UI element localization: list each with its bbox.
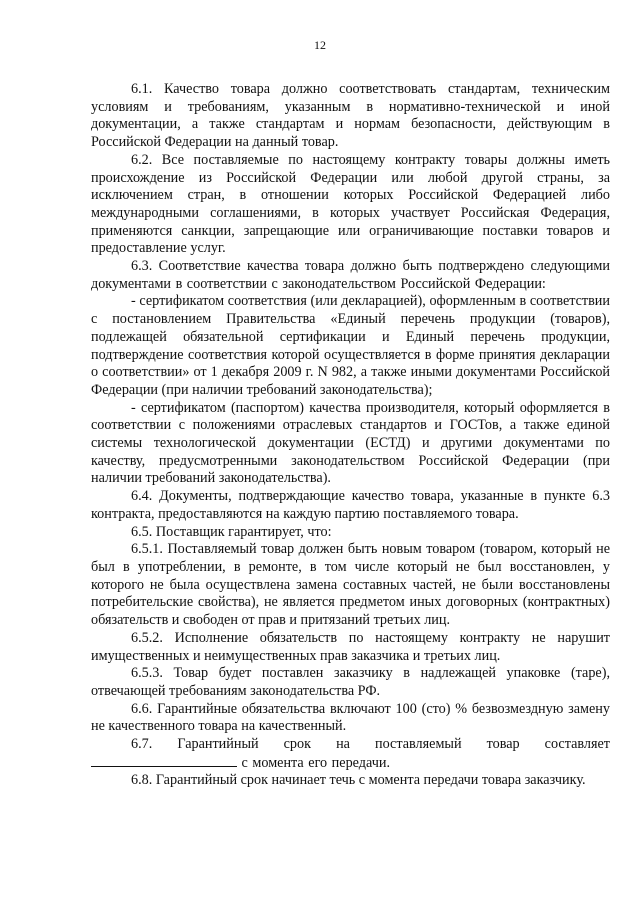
paragraph-6-7-tail: с момента его передачи.	[241, 754, 390, 771]
page-number: 12	[314, 38, 326, 52]
paragraph-6-1: 6.1. Качество товара должно соответствовать стандартам, техническим условиям и требованиям, указанным в нормативно-технической и иной документации, а также стандартам и нормам безопасности, действующим в Российской Федерации на данный товар.	[91, 81, 610, 151]
paragraph-6-7-text: 6.7. Гарантийный срок на поставляемый товар составляет	[131, 736, 610, 753]
paragraph-6-7	[91, 736, 610, 772]
paragraph-6-3-item-2: - сертификатом (паспортом) качества производителя, который оформляется в соответствии с положениями отраслевых стандартов и ГОСТов, а также единой системы технологической документации (ЕСТД) и другими документами по качеству, предусмотренными законодательством Российской Федерации (при наличии требований законодательства).	[91, 399, 610, 487]
document-body	[91, 81, 610, 790]
paragraph-6-5-2: 6.5.2. Исполнение обязательств по настоящему контракту не нарушит имущественных и неимущественных прав заказчика и третьих лиц.	[91, 629, 610, 664]
paragraph-6-5-3: 6.5.3. Товар будет поставлен заказчику в надлежащей упаковке (таре), отвечающей требованиям законодательства РФ.	[91, 665, 610, 699]
paragraph-6-2: 6.2. Все поставляемые по настоящему контракту товары должны иметь происхождение из Российской Федерации или любой другой страны, за исключением стран, в отношении которых Российской Федерацией либо международными соглашениями, в которых участвует Российская Федерация, применяются санкции, запрещающие или ограничивающие поставки товаров и предоставление услуг.	[91, 151, 610, 257]
paragraph-6-4: 6.4. Документы, подтверждающие качество товара, указанные в пункте 6.3 контракта, предоставляются на каждую партию поставляемого товара.	[91, 488, 610, 522]
warranty-period-blank	[91, 754, 237, 767]
paragraph-6-6: 6.6. Гарантийные обязательства включают 100 (сто) % безвозмездную замену не качественного товара на качественный.	[91, 700, 610, 735]
paragraph-6-8: 6.8. Гарантийный срок начинает течь с момента передачи товара заказчику.	[131, 772, 586, 789]
paragraph-6-3-item-1: - сертификатом соответствия (или декларацией), оформленным в соответствии с постановлением Правительства «Единый перечень продукции (товаров), подлежащей обязательной сертификации и Единый перечень продукции, подтверждение соответствия которой осуществляется в форме принятия декларации о соответствии» от 1 декабря 2009 г. N 982, а также иными документами Российской Федерации (при наличии требований законодательства);	[91, 293, 610, 398]
paragraph-6-3: 6.3. Соответствие качества товара должно быть подтверждено следующими документами в соответствии с законодательством Российской Федерации:	[91, 258, 610, 292]
paragraph-6-5: 6.5. Поставщик гарантирует, что:	[131, 523, 332, 540]
paragraph-6-5-1: 6.5.1. Поставляемый товар должен быть новым товаром (товаром, который не был в употреблении, в ремонте, в том числе который не был восстановлен, у которого не была осуществлена замена составных частей, не были восстановлены потребительские свойства), не является предметом иных договорных (контрактных) обязательств и свободен от прав и притязаний третьих лиц.	[91, 541, 610, 629]
